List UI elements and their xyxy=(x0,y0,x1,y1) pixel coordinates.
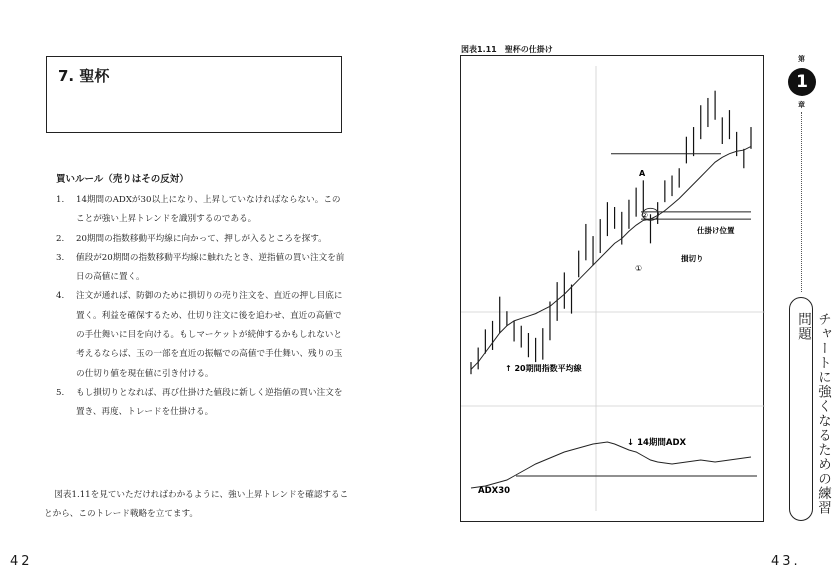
rule-text: 20期間の指数移動平均線に向かって、押しが入るところを探す。 xyxy=(76,233,327,244)
label-circle-2: ② xyxy=(641,211,649,220)
rule-item xyxy=(56,384,346,423)
rule-text: もし損切りとなれば、再び仕掛けた値段に新しく逆指値の買い注文を置き、再度、トレードを仕掛ける。 xyxy=(76,387,343,418)
rule-number: 1. xyxy=(56,195,65,205)
label-entry-position: 仕掛け位置 xyxy=(697,226,735,235)
adx-14-line xyxy=(471,442,751,488)
chapter-number-badge: 1 xyxy=(788,68,816,96)
chapter-title-tab xyxy=(789,297,831,521)
label-a: A xyxy=(639,169,646,178)
rule-item xyxy=(56,191,346,230)
rule-number: 2. xyxy=(56,233,65,244)
chapter-prefix: 第 xyxy=(798,55,805,63)
left-page-number: 42 xyxy=(10,554,33,569)
rule-text: 注文が通れば、防御のために損切りの売り注文を、直近の押し目底に置く。利益を確保するため、仕切り注文に後を追わせ、直近の高値での手仕舞いに目を向ける。もしマーケットが続伸するかもしれないと考えるならば、玉の一部を直近の振幅での高値で手仕舞い、残りの玉の仕切り値を現在値に引き付ける。 xyxy=(76,291,343,379)
chapter-suffix: 章 xyxy=(798,101,805,109)
chapter-title: チャートに強くなるための練習問題 xyxy=(795,312,831,515)
label-ema: ↑ 20期間指数平均線 xyxy=(505,364,582,373)
dotted-leader xyxy=(801,112,802,292)
label-circle-1: ① xyxy=(635,264,643,273)
label-adx30: ADX30 xyxy=(478,486,511,496)
body-paragraph: 図表1.11を見ていただければわかるように、強い上昇トレンドを確認することから、このトレード戦略を立てます。 xyxy=(44,490,349,520)
figure-caption: 図表1.11 聖杯の仕掛け xyxy=(461,45,553,54)
rule-text: 14期間のADXが30以上になり、上昇していなければならない。このことが強い上昇トレンドを識別するのである。 xyxy=(76,195,341,225)
chapter-tab xyxy=(787,54,831,534)
section-title: 7. 聖杯 xyxy=(58,67,110,85)
rule-item xyxy=(56,287,346,383)
label-stop-loss: 損切り xyxy=(681,254,704,263)
right-page-number: 43. xyxy=(771,554,801,569)
section-title-box xyxy=(46,56,342,133)
rule-item xyxy=(56,249,346,288)
rule-item xyxy=(56,230,346,249)
rule-text: 値段が20期間の指数移動平均線に触れたとき、逆指値の買い注文を前日の高値に置く。 xyxy=(76,252,345,283)
rule-number: 3. xyxy=(56,252,65,263)
label-adx: ↓ 14期間ADX xyxy=(627,438,687,448)
chart-canvas xyxy=(461,56,765,523)
rule-number: 4. xyxy=(56,291,65,302)
rules-list xyxy=(56,191,346,423)
rule-number: 5. xyxy=(56,387,65,398)
ema-20-line xyxy=(471,146,751,369)
rules-heading: 買いルール（売りはその反対） xyxy=(56,174,189,185)
figure-chart xyxy=(460,55,764,522)
